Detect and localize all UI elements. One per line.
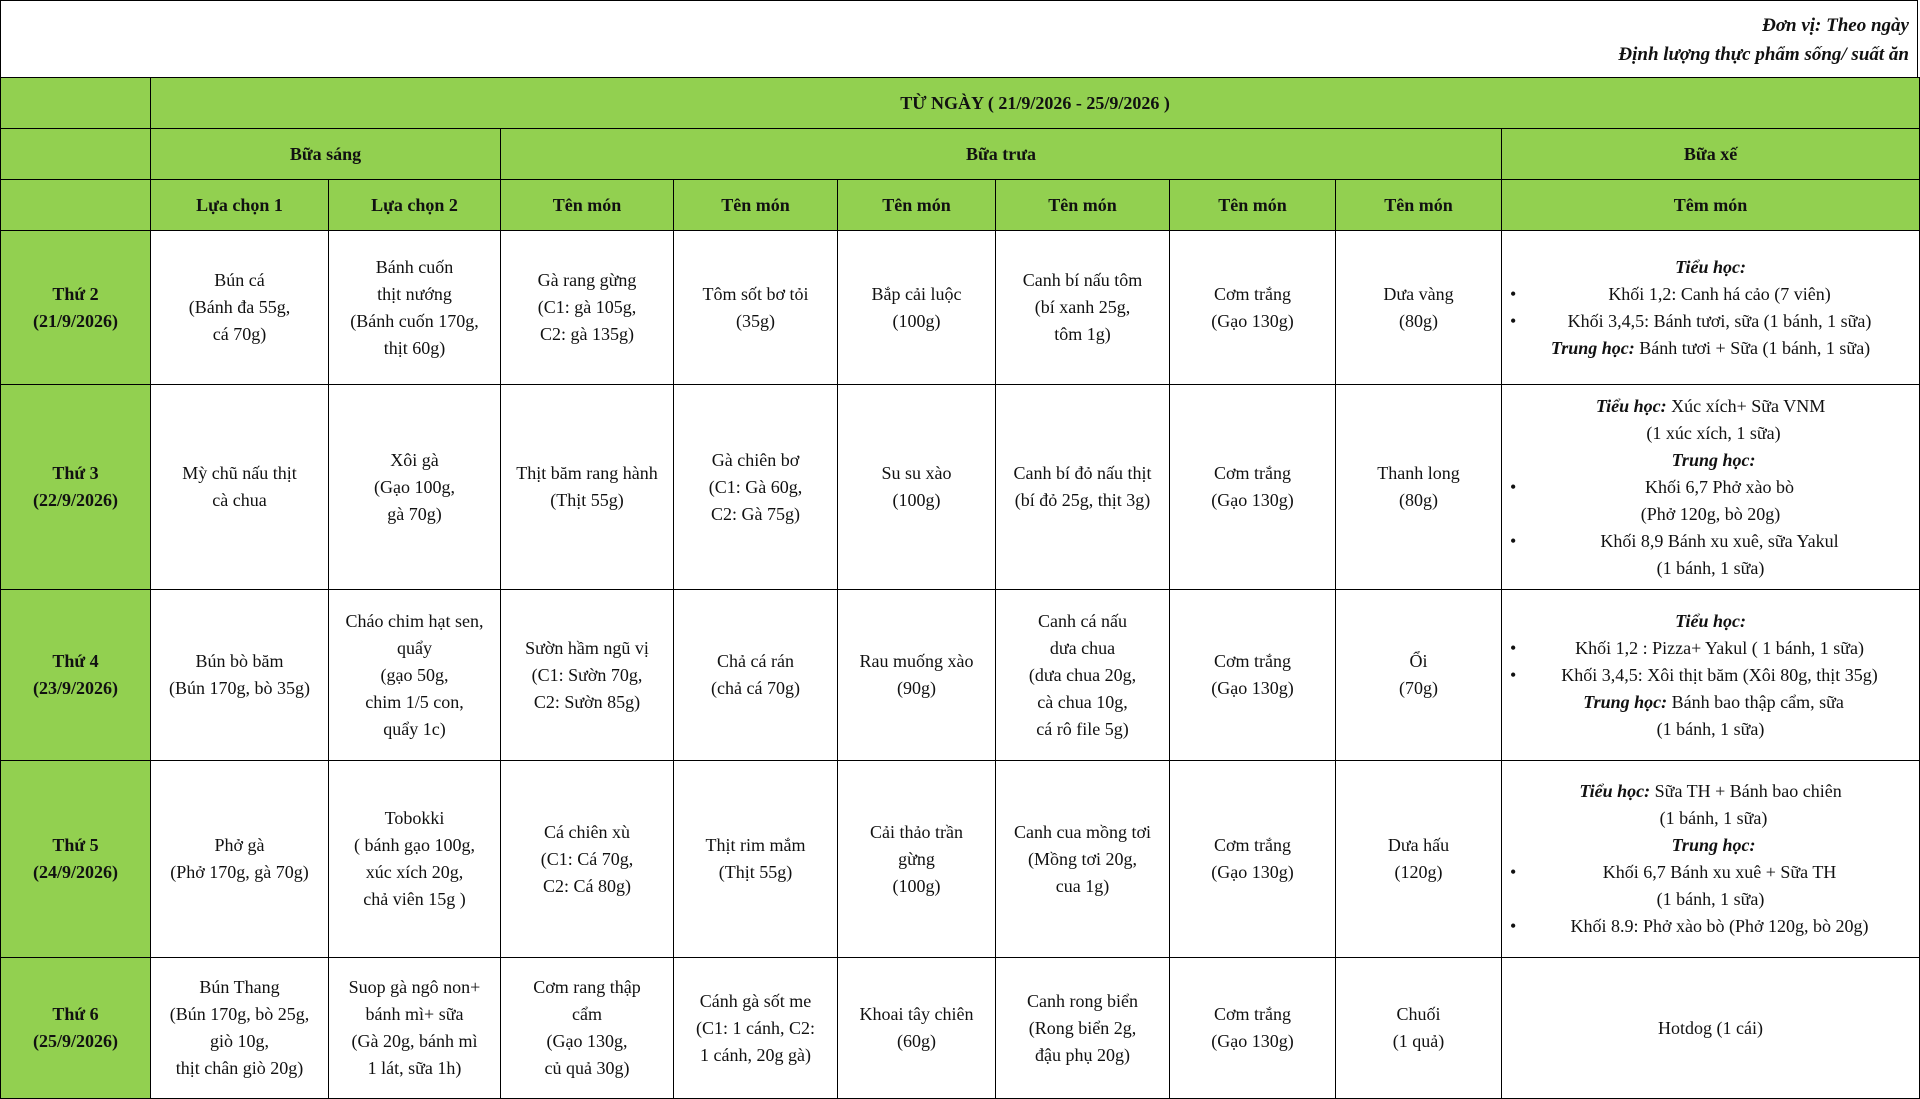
day-cell (1, 385, 151, 590)
snack-dish-header: Têm món (1502, 180, 1920, 231)
dish-line: 1 cánh, 20g gà) (700, 1044, 811, 1065)
dish-cell (329, 761, 501, 958)
day-name: Thứ 3 (52, 463, 99, 483)
dish-line: Tobokki (384, 808, 445, 828)
dish-line: Bánh cuốn (375, 256, 454, 277)
dish-line: C2: Sườn 85g) (533, 691, 641, 712)
snack-section-label: Trung học: (1583, 691, 1668, 712)
snack-bullet: • Khối 6,7 Bánh xu xuê + Sữa TH (1506, 859, 1915, 886)
snack-cell (1502, 761, 1920, 958)
snack-cell (1502, 231, 1920, 385)
snack-text: (1 bánh, 1 sữa) (1656, 889, 1765, 909)
snack-line (1506, 254, 1915, 281)
dish-line: (100g) (892, 875, 941, 896)
choice1-header: Lựa chọn 1 (151, 180, 329, 231)
dish-cell (501, 231, 674, 385)
snack-line (1506, 608, 1915, 635)
dish-line: Chả cá rán (717, 651, 794, 671)
dish-line: (Gạo 100g, (374, 476, 455, 497)
dish-cell (501, 385, 674, 590)
dish-line: Canh bí nấu tôm (1022, 270, 1143, 290)
snack-bullet: • Khối 3,4,5: Bánh tươi, sữa (1 bánh, 1 sữa) (1506, 308, 1915, 335)
snack-section-label: Tiểu học: (1675, 610, 1746, 631)
dish-line: xúc xích 20g, (365, 862, 464, 882)
dish-line: (Thịt 55g) (550, 490, 624, 510)
dish-cell (838, 590, 996, 761)
snack-text: (1 bánh, 1 sữa) (1656, 718, 1765, 739)
dish-cell (996, 958, 1170, 1099)
dish-line: Mỳ chũ nấu thịt (182, 463, 297, 483)
dish-line: (Thịt 55g) (718, 862, 793, 882)
snack-text: (Phở 120g, bò 20g) (1640, 503, 1781, 524)
dish-line: Gà rang gừng (537, 270, 637, 290)
dish-line: (80g) (1399, 310, 1438, 331)
dish-line: (Gạo 130g) (1211, 1031, 1294, 1051)
dish-line: dưa chua (1049, 637, 1116, 658)
dish-line: thịt nướng (377, 283, 452, 304)
dish-line: Cơm trắng (1213, 463, 1291, 483)
dish-line: Thanh long (1377, 463, 1460, 483)
snack-bullet: • Khối 8.9: Phở xào bò (Phở 120g, bò 20g) (1506, 913, 1915, 940)
dish-line: Su su xào (881, 463, 952, 483)
snack-text: Sữa TH + Bánh bao chiên (1650, 781, 1842, 801)
snack-bullet: • Khối 1,2: Canh há cảo (7 viên) (1506, 281, 1915, 308)
snack-section-label: Tiểu học: (1595, 395, 1667, 416)
dish-line: gừng (898, 848, 935, 869)
dish-line: (1 quả) (1392, 1031, 1445, 1051)
dish-cell (838, 761, 996, 958)
header-row-meals (1, 129, 1920, 180)
dish-cell (1170, 590, 1336, 761)
day-name: Thứ 4 (52, 651, 99, 671)
dish-header: Tên món (501, 180, 674, 231)
dish-line: (Bún 170g, bò 25g, (169, 1004, 310, 1024)
dish-line: Canh cua mồng tơi (1014, 821, 1151, 842)
dish-line: thịt 60g) (383, 337, 446, 358)
snack-section-label: Trung học: (1550, 337, 1635, 358)
dish-line: (Bánh đa 55g, (188, 297, 291, 317)
dish-line: Cơm trắng (1213, 283, 1291, 304)
snack-text: (1 bánh, 1 sữa) (1656, 557, 1765, 578)
dish-cell (674, 590, 838, 761)
dish-cell (501, 590, 674, 761)
dish-cell (838, 385, 996, 590)
dish-line: Cơm trắng (1213, 1004, 1291, 1024)
dish-line: bánh mì+ sữa (365, 1004, 464, 1024)
dish-line: Bắp cải luộc (871, 283, 962, 304)
dish-line: Chuối (1396, 1004, 1441, 1024)
dish-cell (674, 958, 838, 1099)
dish-cell (674, 761, 838, 958)
dish-cell (838, 231, 996, 385)
dish-line: củ quả 30g) (544, 1058, 630, 1078)
dish-line: Bún Thang (199, 977, 280, 997)
snack-header: Bữa xế (1502, 129, 1920, 180)
snack-cell (1502, 958, 1920, 1099)
dish-cell (501, 958, 674, 1099)
dish-line: Dưa hấu (1387, 835, 1450, 855)
dish-line: (C1: 1 cánh, C2: (696, 1017, 815, 1038)
breakfast-header: Bữa sáng (151, 129, 501, 180)
dish-line: đậu phụ 20g) (1035, 1044, 1130, 1065)
snack-bullet: • Khối 8,9 Bánh xu xuê, sữa Yakul (1506, 528, 1915, 555)
dish-cell (1170, 761, 1336, 958)
dish-line: (C1: Sườn 70g, (531, 664, 643, 685)
dish-line: (35g) (736, 310, 775, 331)
snack-bullet: • Khối 3,4,5: Xôi thịt băm (Xôi 80g, thịt 35g) (1506, 662, 1915, 689)
snack-line (1506, 778, 1915, 805)
dish-header: Tên món (996, 180, 1170, 231)
menu-row (1, 231, 1920, 385)
snack-line (1506, 335, 1915, 362)
dish-line: Cơm trắng (1213, 835, 1291, 855)
snack-text: Hotdog (1 cái) (1658, 1017, 1764, 1038)
day-name: Thứ 5 (52, 835, 99, 855)
day-date: (23/9/2026) (33, 678, 118, 698)
dish-line: Xôi gà (390, 449, 439, 470)
dish-line: Cải thảo trần (870, 821, 963, 842)
dish-line: Phở gà (214, 835, 265, 855)
day-name: Thứ 2 (52, 283, 99, 304)
dish-line: (C1: Gà 60g, (708, 476, 803, 497)
dish-line: Thịt rim mắm (705, 835, 806, 855)
dish-line: Tôm sốt bơ tỏi (702, 283, 809, 304)
dish-line: (Gạo 130g) (1211, 678, 1294, 698)
day-date: (25/9/2026) (33, 1031, 118, 1051)
dish-line: (100g) (892, 310, 941, 331)
dish-line: chim 1/5 con, (365, 691, 464, 712)
dish-line: Cháo chim hạt sen, (345, 610, 484, 631)
menu-row (1, 590, 1920, 761)
dish-cell (1336, 590, 1502, 761)
dish-cell (501, 761, 674, 958)
dish-line: cá 70g) (212, 324, 267, 344)
snack-section-label: Tiểu học: (1675, 256, 1746, 277)
dish-line: (Gạo 130g) (1211, 490, 1294, 510)
dish-line: (chả cá 70g) (711, 678, 800, 698)
dish-line: cua 1g) (1055, 875, 1110, 896)
snack-bullet: • Khối 1,2 : Pizza+ Yakul ( 1 bánh, 1 sữa) (1506, 635, 1915, 662)
dish-cell (1336, 385, 1502, 590)
dish-line: (C1: Cá 70g, (540, 848, 634, 869)
snack-section-label: Trung học: (1671, 835, 1756, 855)
dish-line: (Gạo 130g) (1211, 310, 1294, 331)
day-cell (1, 231, 151, 385)
snack-text: Xúc xích+ Sữa VNM (1666, 395, 1826, 416)
dish-line: (80g) (1399, 490, 1438, 510)
dish-cell (329, 958, 501, 1099)
dish-line: (Bún 170g, bò 35g) (169, 678, 310, 698)
dish-line: (90g) (897, 678, 936, 698)
dish-line: (bí xanh 25g, (1034, 297, 1131, 317)
dish-line: Thịt băm rang hành (516, 463, 658, 483)
dish-line: C2: Cá 80g) (543, 875, 631, 896)
day-cell (1, 761, 151, 958)
snack-cell (1502, 590, 1920, 761)
snack-text: (1 xúc xích, 1 sữa) (1646, 422, 1781, 443)
dish-header: Tên món (838, 180, 996, 231)
dish-line: Khoai tây chiên (859, 1004, 974, 1024)
choice2-header: Lựa chọn 2 (329, 180, 501, 231)
day-date: (21/9/2026) (33, 310, 118, 331)
dish-line: (Gà 20g, bánh mì (351, 1031, 478, 1051)
dish-line: Bún cá (214, 270, 265, 290)
dish-line: (C1: gà 105g, (537, 297, 637, 317)
menu-row (1, 761, 1920, 958)
dish-cell (1170, 958, 1336, 1099)
dish-cell (674, 385, 838, 590)
snack-line (1506, 689, 1915, 716)
corner-cell (1, 129, 151, 180)
corner-cell (1, 180, 151, 231)
header-row-columns (1, 180, 1920, 231)
dish-line: Cơm rang thập (533, 977, 641, 997)
dish-line: Canh bí đỏ nấu thịt (1013, 463, 1152, 483)
dish-line: (Rong biển 2g, (1028, 1017, 1137, 1038)
dish-line: Gà chiên bơ (711, 449, 800, 470)
dish-line: (bí đỏ 25g, thịt 3g) (1014, 490, 1151, 510)
weekly-menu-table (0, 77, 1920, 1099)
dish-line: ( bánh gạo 100g, (354, 835, 475, 855)
corner-cell (1, 78, 151, 129)
unit-line: Đơn vị: Theo ngày (1762, 15, 1909, 36)
dish-line: (Gạo 130g, (546, 1031, 628, 1051)
dish-line: giò 10g, (209, 1031, 269, 1051)
dish-cell (996, 385, 1170, 590)
dish-header: Tên món (674, 180, 838, 231)
dish-line: chả viên 15g ) (363, 889, 466, 909)
dish-line: Cánh gà sốt me (699, 990, 812, 1011)
quantity-note: Định lượng thực phẩm sống/ suất ăn (1618, 44, 1909, 65)
snack-line (1506, 832, 1915, 859)
dish-line: Canh cá nấu (1038, 610, 1127, 631)
snack-text: Bánh bao thập cẩm, sữa (1667, 691, 1844, 712)
dish-line: (120g) (1394, 862, 1443, 882)
dish-line: Cá chiên xù (544, 821, 630, 842)
dish-line: (60g) (897, 1031, 936, 1051)
snack-text: Bánh tươi + Sữa (1 bánh, 1 sữa) (1634, 337, 1871, 358)
snack-line (1506, 447, 1915, 474)
dish-cell (996, 761, 1170, 958)
dish-cell (329, 385, 501, 590)
dish-cell (329, 590, 501, 761)
dish-line: C2: gà 135g) (540, 324, 634, 344)
dish-line: 1 lát, sữa 1h) (367, 1058, 462, 1078)
dish-line: Bún bò băm (195, 651, 284, 671)
dish-cell (996, 231, 1170, 385)
dish-cell (1336, 761, 1502, 958)
dish-cell (151, 761, 329, 958)
dish-cell (1336, 231, 1502, 385)
header-row-date (1, 78, 1920, 129)
dish-cell (151, 385, 329, 590)
menu-row (1, 385, 1920, 590)
dish-line: (100g) (892, 490, 941, 510)
dish-header: Tên món (1336, 180, 1502, 231)
day-date: (22/9/2026) (33, 490, 118, 510)
dish-cell (674, 231, 838, 385)
lunch-header: Bữa trưa (501, 129, 1502, 180)
day-date: (24/9/2026) (33, 862, 118, 882)
dish-line: cà chua 10g, (1037, 691, 1128, 712)
dish-line: thịt chân giò 20g) (175, 1058, 304, 1078)
dish-line: quẩy 1c) (383, 718, 446, 739)
dish-cell (996, 590, 1170, 761)
day-cell (1, 590, 151, 761)
dish-line: (Gạo 130g) (1211, 862, 1294, 882)
snack-section-label: Trung học: (1671, 449, 1756, 470)
dish-cell (329, 231, 501, 385)
snack-line (1506, 393, 1915, 420)
dish-line: tôm 1g) (1054, 324, 1111, 344)
dish-line: (Phở 170g, gà 70g) (170, 862, 309, 882)
dish-line: quẩy (397, 637, 432, 658)
unit-note (0, 0, 1918, 77)
dish-line: (dưa chua 20g, (1028, 664, 1137, 685)
dish-line: (Mồng tơi 20g, (1027, 848, 1138, 869)
dish-cell (1170, 385, 1336, 590)
day-cell (1, 958, 151, 1099)
dish-cell (151, 231, 329, 385)
dish-line: C2: Gà 75g) (711, 503, 800, 524)
dish-line: Cơm trắng (1213, 651, 1291, 671)
dish-line: gà 70g) (387, 503, 442, 524)
dish-line: cà chua (212, 490, 267, 510)
dish-line: Dưa vàng (1383, 283, 1454, 304)
dish-line: cẩm (572, 1004, 602, 1024)
snack-text: (1 bánh, 1 sữa) (1659, 808, 1768, 828)
dish-line: Suop gà ngô non+ (348, 977, 481, 997)
dish-line: Canh rong biển (1027, 990, 1138, 1011)
dish-line: Sườn hầm ngũ vị (525, 637, 649, 658)
dish-line: Rau muống xào (859, 651, 974, 671)
day-name: Thứ 6 (52, 1004, 99, 1024)
dish-header: Tên món (1170, 180, 1336, 231)
dish-line: cá rô file 5g) (1036, 718, 1129, 739)
dish-line: Ổi (1409, 651, 1428, 671)
dish-cell (1336, 958, 1502, 1099)
date-range-title: TỪ NGÀY ( 21/9/2026 - 25/9/2026 ) (151, 78, 1920, 129)
menu-row (1, 958, 1920, 1099)
dish-line: (gạo 50g, (380, 664, 449, 685)
dish-line: (70g) (1399, 678, 1438, 698)
dish-cell (151, 958, 329, 1099)
dish-cell (1170, 231, 1336, 385)
snack-cell (1502, 385, 1920, 590)
snack-bullet: • Khối 6,7 Phở xào bò (1506, 474, 1915, 501)
dish-cell (151, 590, 329, 761)
dish-line: (Bánh cuốn 170g, (350, 310, 479, 331)
dish-cell (838, 958, 996, 1099)
snack-section-label: Tiểu học: (1579, 781, 1651, 801)
